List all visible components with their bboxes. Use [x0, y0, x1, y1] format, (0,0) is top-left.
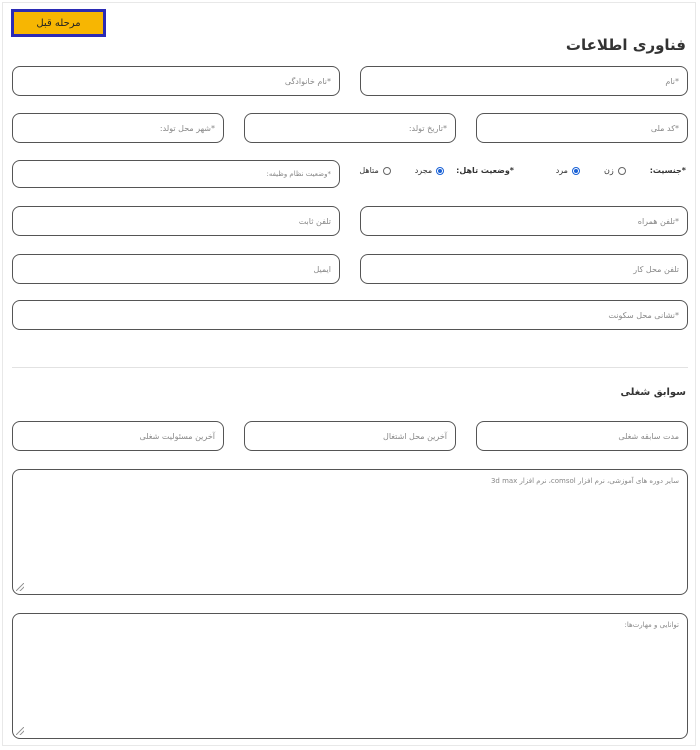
experience-years-placeholder: مدت سابقه شغلی: [618, 431, 679, 441]
national-code-placeholder: *کد ملی: [650, 123, 679, 133]
landline-input[interactable]: [12, 206, 340, 236]
first-name-placeholder: *نام: [665, 76, 679, 86]
birth-city-input[interactable]: [12, 113, 224, 143]
marital-group: [359, 166, 514, 175]
gender-option-female[interactable]: [604, 166, 630, 175]
birth-date-input[interactable]: [244, 113, 456, 143]
gender-male-label: مرد: [555, 166, 568, 175]
courses-textarea[interactable]: [12, 469, 688, 595]
last-position-placeholder: آخرین مسئولیت شغلی: [139, 431, 215, 441]
email-placeholder: ایمیل: [313, 264, 331, 274]
work-phone-input[interactable]: [360, 254, 688, 284]
gender-group: [556, 166, 686, 175]
radio-icon[interactable]: [383, 167, 391, 175]
last-workplace-placeholder: آخرین محل اشتغال: [383, 431, 447, 441]
mobile-input[interactable]: [360, 206, 688, 236]
skills-textarea[interactable]: [12, 613, 688, 739]
radio-checked-icon[interactable]: [436, 167, 444, 175]
address-input[interactable]: [12, 300, 688, 330]
military-status-placeholder: *وضعیت نظام وظیفه:: [266, 170, 331, 178]
marital-label: *وضعیت تاهل:: [456, 166, 514, 175]
section-divider: [12, 367, 688, 368]
radio-icon[interactable]: [618, 167, 626, 175]
last-workplace-input[interactable]: [244, 421, 456, 451]
mobile-placeholder: *تلفن همراه: [637, 216, 679, 226]
marital-married-label: متاهل: [359, 166, 379, 175]
birth-city-placeholder: *شهر محل تولد:: [159, 123, 215, 133]
last-name-placeholder: *نام خانوادگی: [284, 76, 331, 86]
courses-placeholder: سایر دوره های آموزشی، نرم افزار comsol، نرم افزار 3d max: [490, 477, 679, 485]
resize-handle-icon[interactable]: [16, 583, 24, 591]
work-history-title: سوابق شغلی: [620, 387, 686, 398]
last-name-input[interactable]: [12, 66, 340, 96]
military-status-input[interactable]: [12, 160, 340, 188]
landline-placeholder: تلفن ثابت: [298, 216, 331, 226]
first-name-input[interactable]: [360, 66, 688, 96]
prev-step-button[interactable]: مرحله قبل: [11, 9, 106, 37]
gender-option-male[interactable]: [556, 166, 584, 175]
gender-label: *جنسیت:: [649, 166, 686, 175]
gender-female-label: زن: [603, 166, 614, 175]
last-position-input[interactable]: [12, 421, 224, 451]
radio-checked-icon[interactable]: [572, 167, 580, 175]
page-title: فناوری اطلاعات: [565, 36, 686, 54]
work-phone-placeholder: تلفن محل کار: [633, 264, 679, 274]
address-placeholder: *نشانی محل سکونت: [608, 310, 679, 320]
marital-option-married[interactable]: [359, 166, 394, 175]
resize-handle-icon[interactable]: [16, 727, 24, 735]
birth-date-placeholder: *تاریخ تولد:: [408, 123, 447, 133]
national-code-input[interactable]: [476, 113, 688, 143]
marital-option-single[interactable]: [415, 166, 448, 175]
skills-placeholder: توانایی و مهارت‌ها:: [624, 621, 679, 629]
email-input[interactable]: [12, 254, 340, 284]
experience-years-input[interactable]: [476, 421, 688, 451]
marital-single-label: مجرد: [414, 166, 433, 175]
